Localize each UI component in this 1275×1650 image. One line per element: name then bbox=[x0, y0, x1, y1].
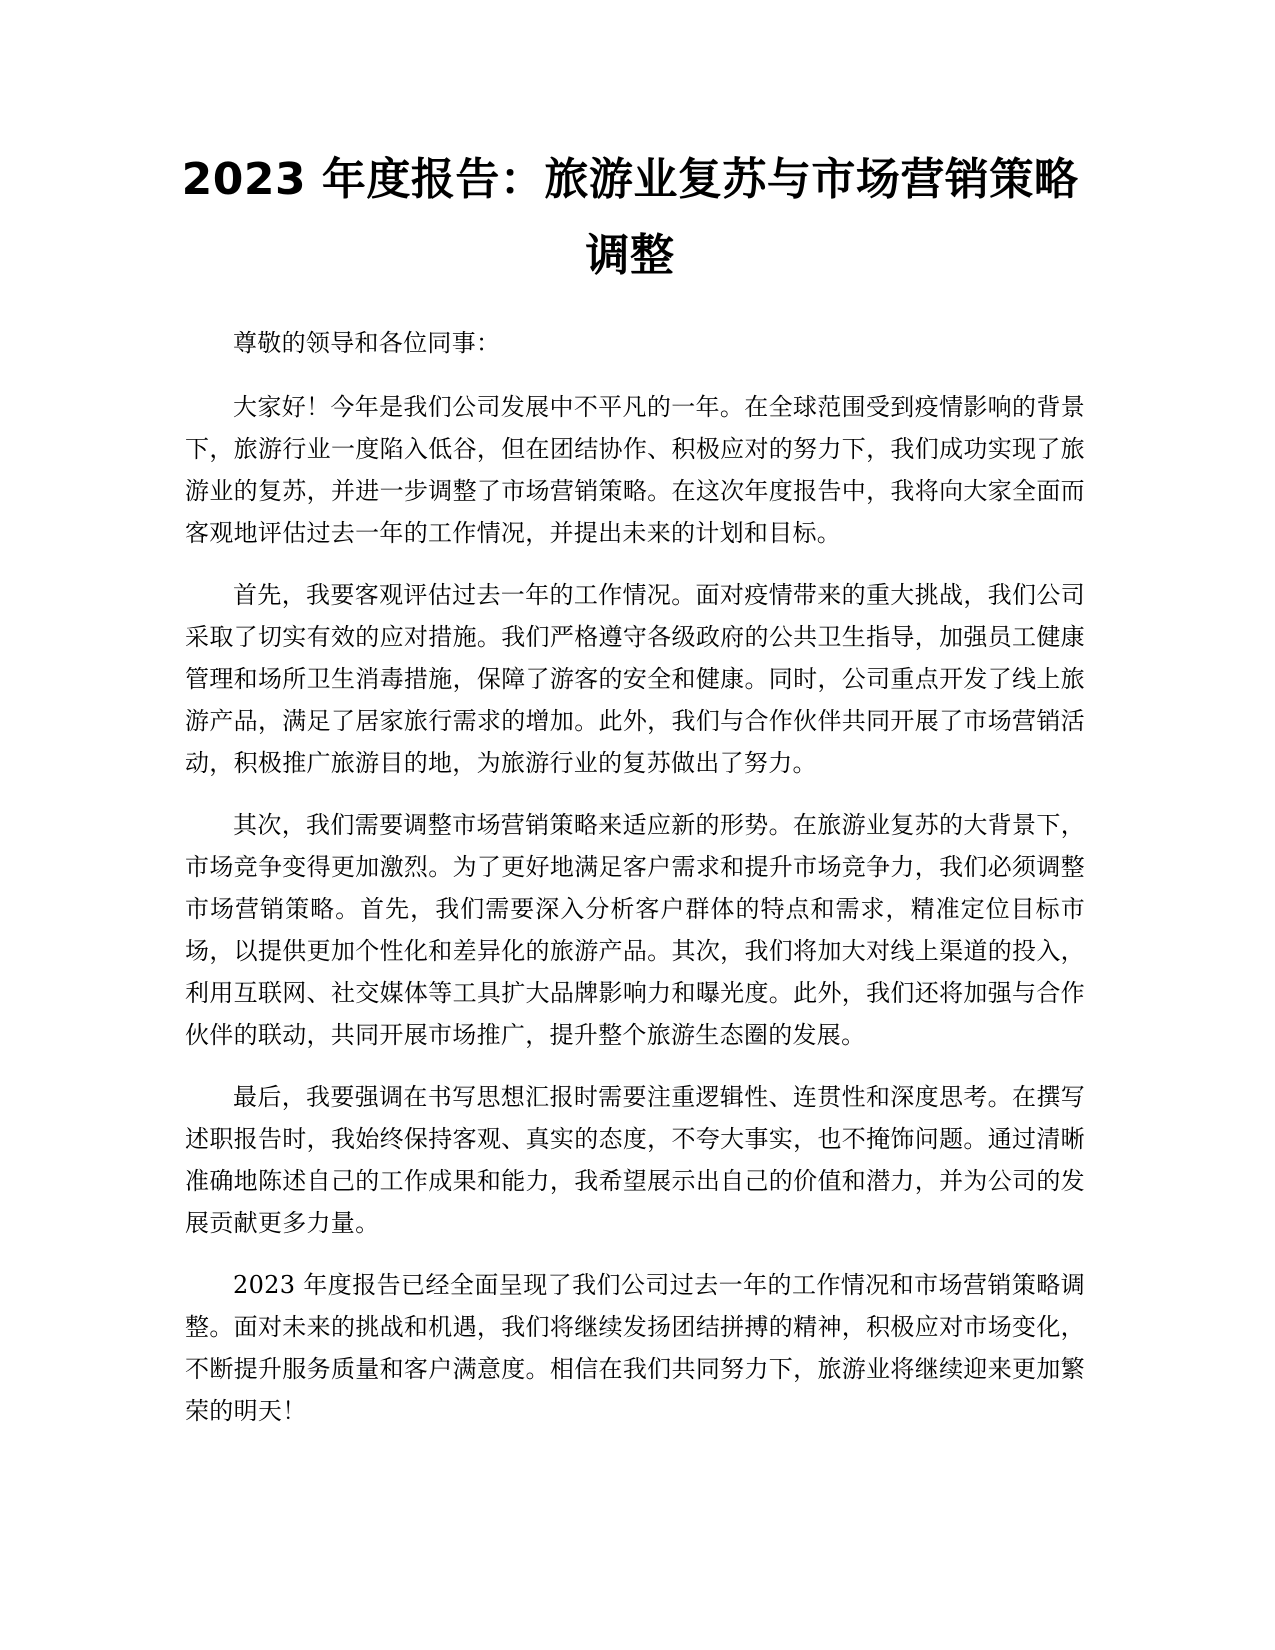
document-body bbox=[185, 322, 1085, 1452]
paragraph-intro: 大家好！今年是我们公司发展中不平凡的一年。在全球范围受到疫情影响的背景下，旅游行业一度陷入低谷，但在团结协作、积极应对的努力下，我们成功实现了旅游业的复苏，并进一步调整了市场营销策略。在这次年度报告中，我将向大家全面而客观地评估过去一年的工作情况，并提出未来的计划和目标。 bbox=[185, 393, 1085, 547]
document-title: 2023 年度报告：旅游业复苏与市场营销策略调整 bbox=[181, 154, 1079, 281]
paragraph-reflection: 最后，我要强调在书写思想汇报时需要注重逻辑性、连贯性和深度思考。在撰写述职报告时，我始终保持客观、真实的态度，不夸大事实，也不掩饰问题。通过清晰准确地陈述自己的工作成果和能力，我希望展示出自己的价值和潜力，并为公司的发展贡献更多力量。 bbox=[185, 1083, 1085, 1237]
paragraph-conclusion: 2023 年度报告已经全面呈现了我们公司过去一年的工作情况和市场营销策略调整。面对未来的挑战和机遇，我们将继续发扬团结拼搏的精神，积极应对市场变化，不断提升服务质量和客户满意度。相信在我们共同努力下，旅游业将继续迎来更加繁荣的明天！ bbox=[185, 1271, 1085, 1425]
greeting: 尊敬的领导和各位同事： bbox=[233, 329, 501, 357]
paragraph-review: 首先，我要客观评估过去一年的工作情况。面对疫情带来的重大挑战，我们公司采取了切实有效的应对措施。我们严格遵守各级政府的公共卫生指导，加强员工健康管理和场所卫生消毒措施，保障了游客的安全和健康。同时，公司重点开发了线上旅游产品，满足了居家旅行需求的增加。此外，我们与合作伙伴共同开展了市场营销活动，积极推广旅游目的地，为旅游行业的复苏做出了努力。 bbox=[185, 581, 1085, 777]
paragraph-strategy: 其次，我们需要调整市场营销策略来适应新的形势。在旅游业复苏的大背景下，市场竞争变得更加激烈。为了更好地满足客户需求和提升市场竞争力，我们必须调整市场营销策略。首先，我们需要深入分析客户群体的特点和需求，精准定位目标市场，以提供更加个性化和差异化的旅游产品。其次，我们将加大对线上渠道的投入，利用互联网、社交媒体等工具扩大品牌影响力和曝光度。此外，我们还将加强与合作伙伴的联动，共同开展市场推广，提升整个旅游生态圈的发展。 bbox=[185, 811, 1085, 1049]
